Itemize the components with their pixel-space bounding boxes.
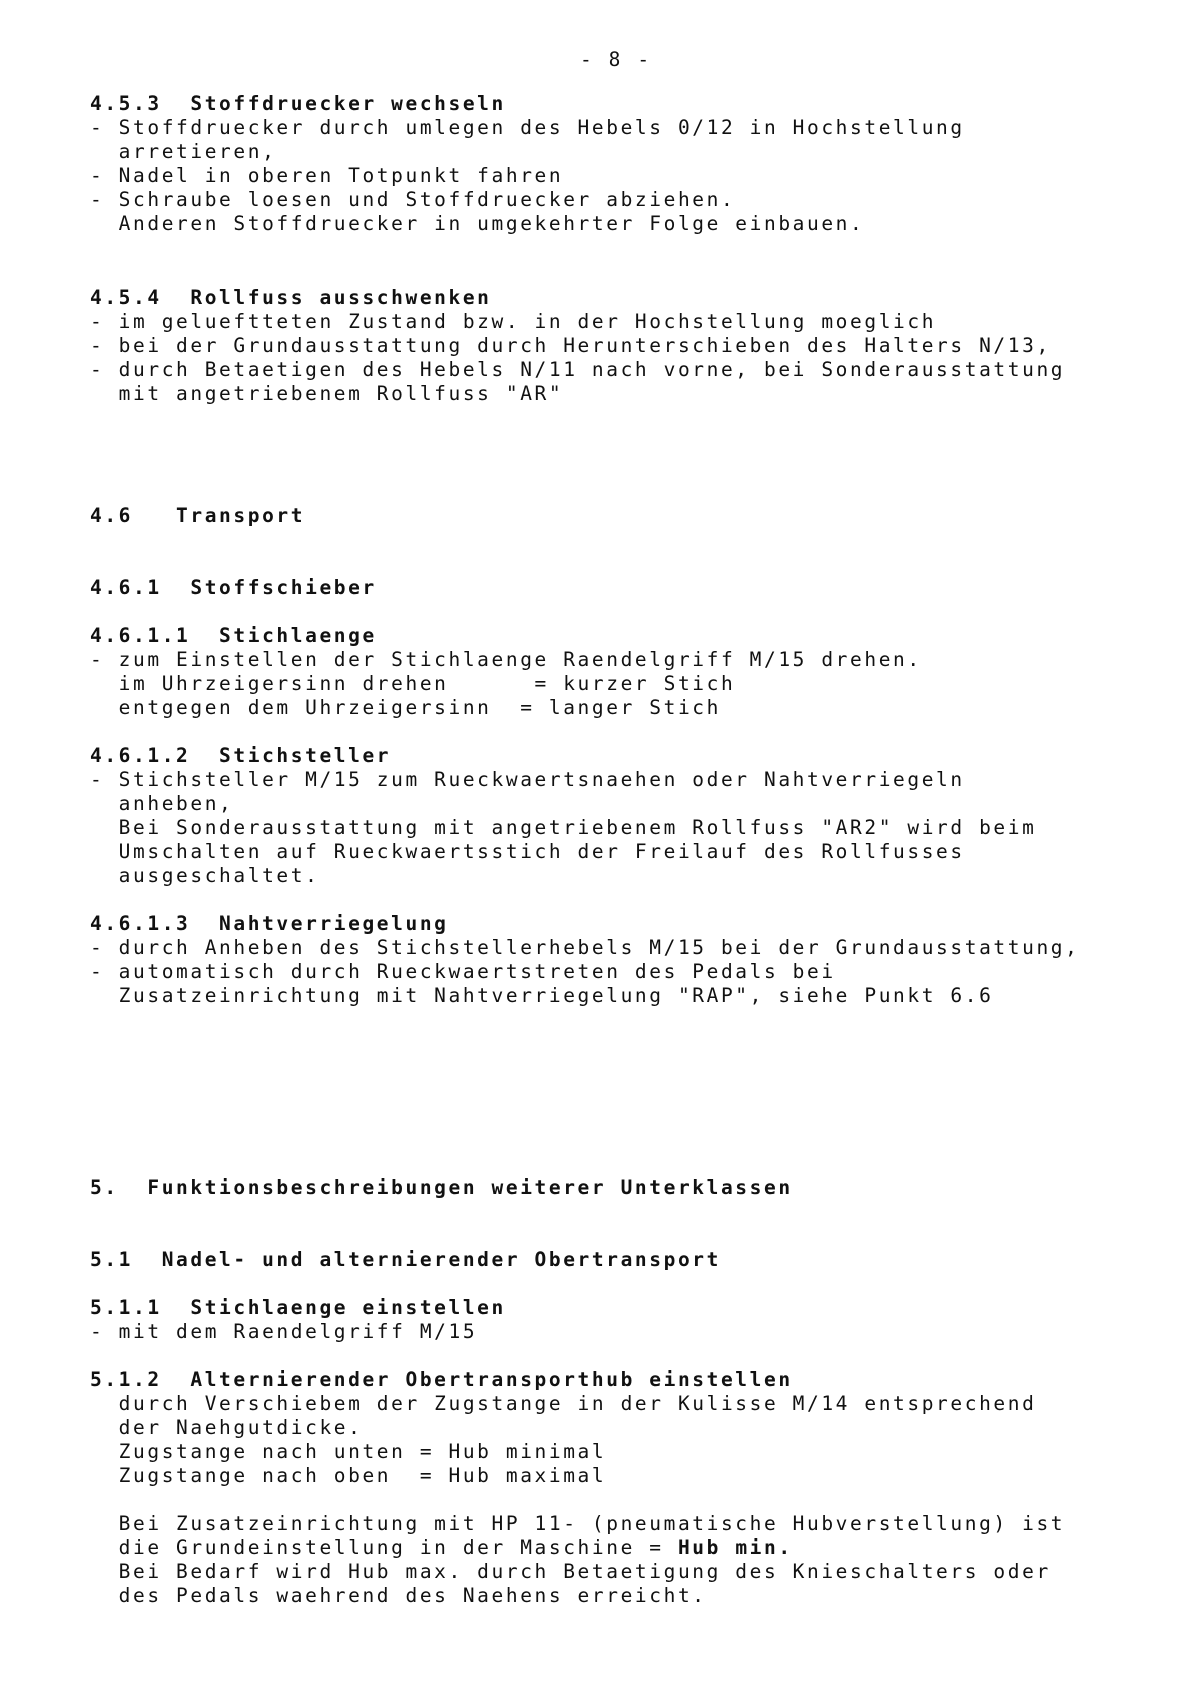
- section-4-6-1-1-line: entgegen dem Uhrzeigersinn = langer Stich: [90, 696, 721, 719]
- section-4-6-1-2-line: Bei Sonderausstattung mit angetriebenem Rollfuss "AR2" wird beim: [90, 816, 1037, 839]
- section-5-heading: 5. Funktionsbeschreibungen weiterer Unterklassen: [90, 1176, 793, 1199]
- section-5-1-2-line: Zugstange nach oben = Hub maximal: [90, 1464, 607, 1487]
- section-4-5-3-line: - Schraube loesen und Stoffdruecker abziehen.: [90, 188, 736, 211]
- note-text: die Grundeinstellung in der Maschine =: [90, 1536, 678, 1559]
- section-5-1-1-line: - mit dem Raendelgriff M/15: [90, 1320, 478, 1343]
- section-4-5-3-line: Anderen Stoffdruecker in umgekehrter Folge einbauen.: [90, 212, 865, 235]
- section-4-6-1-1-heading: 4.6.1.1 Stichlaenge: [90, 624, 377, 647]
- section-5-1-2-note-line: [90, 1536, 793, 1560]
- section-4-5-4-heading: 4.5.4 Rollfuss ausschwenken: [90, 286, 492, 309]
- section-5-1-2-line: Zugstange nach unten = Hub minimal: [90, 1440, 607, 1463]
- section-4-6-1-heading: 4.6.1 Stoffschieber: [90, 576, 377, 599]
- section-4-5-4-line: - bei der Grundausstattung durch Herunterschieben des Halters N/13,: [90, 334, 1051, 357]
- section-4-5-4-line: - durch Betaetigen des Hebels N/11 nach vorne, bei Sonderausstattung: [90, 358, 1066, 381]
- section-4-5-3-line: - Stoffdruecker durch umlegen des Hebels 0/12 in Hochstellung: [90, 116, 965, 139]
- section-4-6-1-1-line: - zum Einstellen der Stichlaenge Raendelgriff M/15 drehen.: [90, 648, 922, 671]
- section-4-6-1-2-line: Umschalten auf Rueckwaertsstich der Freilauf des Rollfusses: [90, 840, 965, 863]
- section-4-6-heading: 4.6 Transport: [90, 504, 306, 527]
- section-4-6-1-3-line: - automatisch durch Rueckwaertstreten des Pedals bei: [90, 960, 836, 983]
- section-5-1-2-heading: 5.1.2 Alternierender Obertransporthub einstellen: [90, 1368, 793, 1391]
- section-4-6-1-2-heading: 4.6.1.2 Stichsteller: [90, 744, 392, 767]
- section-4-5-4-line: mit angetriebenem Rollfuss "AR": [90, 382, 564, 405]
- section-5-1-1-heading: 5.1.1 Stichlaenge einstellen: [90, 1296, 506, 1319]
- section-4-6-1-2-line: ausgeschaltet.: [90, 864, 320, 887]
- section-5-1-2-note-line: Bei Bedarf wird Hub max. durch Betaetigung des Knieschalters oder: [90, 1560, 1051, 1583]
- page-number: - 8 -: [580, 48, 652, 71]
- section-4-5-3-heading: 4.5.3 Stoffdruecker wechseln: [90, 92, 506, 115]
- section-4-5-3-line: arretieren,: [90, 140, 277, 163]
- section-4-6-1-1-line: im Uhrzeigersinn drehen = kurzer Stich: [90, 672, 736, 695]
- section-5-1-2-line: durch Verschiebem der Zugstange in der Kulisse M/14 entsprechend: [90, 1392, 1037, 1415]
- section-4-6-1-3-line: - durch Anheben des Stichstellerhebels M/15 bei der Grundausstattung,: [90, 936, 1080, 959]
- section-4-5-3-line: - Nadel in oberen Totpunkt fahren: [90, 164, 564, 187]
- section-5-1-2-line: der Naehgutdicke.: [90, 1416, 363, 1439]
- section-4-6-1-2-line: anheben,: [90, 792, 234, 815]
- section-4-6-1-3-line: Zusatzeinrichtung mit Nahtverriegelung "RAP", siehe Punkt 6.6: [90, 984, 994, 1007]
- section-4-5-4-line: - im gelueftteten Zustand bzw. in der Hochstellung moeglich: [90, 310, 937, 333]
- section-5-1-heading: 5.1 Nadel- und alternierender Obertransport: [90, 1248, 721, 1271]
- section-4-6-1-3-heading: 4.6.1.3 Nahtverriegelung: [90, 912, 449, 935]
- section-4-6-1-2-line: - Stichsteller M/15 zum Rueckwaertsnaehen oder Nahtverriegeln: [90, 768, 965, 791]
- section-5-1-2-note-line: des Pedals waehrend des Naehens erreicht.: [90, 1584, 707, 1607]
- hub-min-emphasis: Hub min.: [677, 1536, 793, 1559]
- section-5-1-2-note-line: Bei Zusatzeinrichtung mit HP 11- (pneumatische Hubverstellung) ist: [90, 1512, 1066, 1535]
